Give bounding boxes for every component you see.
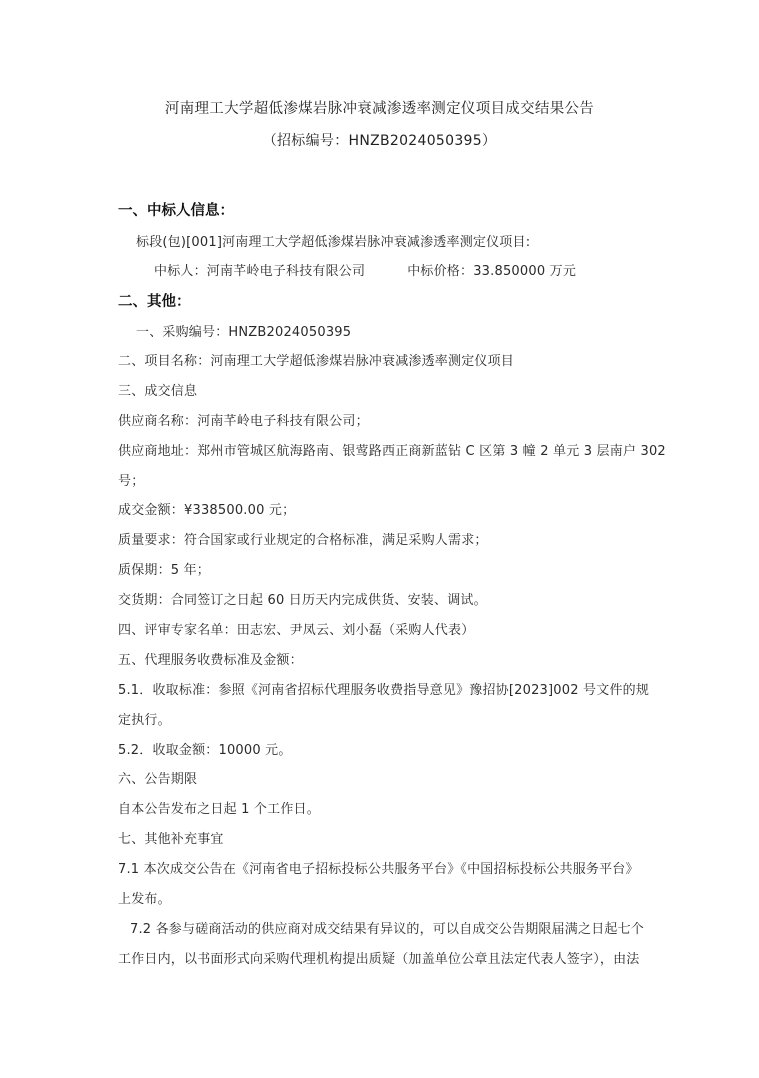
body-line: 交货期：合同签订之日起 60 日历天内完成供货、安装、调试。: [118, 593, 487, 608]
body-line: 定执行。: [118, 713, 171, 728]
body-line: 7.2 各参与磋商活动的供应商对成交结果有异议的，可以自成交公告期限届满之日起七个: [130, 922, 645, 937]
body-line: 5.1．收取标准：参照《河南省招标代理服务收费指导意见》豫招协[2023]002 号文件的规: [118, 683, 650, 698]
body-line: 一、采购编号：HNZB2024050395: [136, 325, 352, 340]
body-line: 二、项目名称：河南理工大学超低渗煤岩脉冲衰减渗透率测定仪项目: [118, 354, 515, 369]
body-line: 工作日内，以书面形式向采购代理机构提出质疑（加盖单位公章且法定代表人签字），由法: [118, 952, 640, 967]
body-line: 成交金额：¥338500.00 元；: [118, 503, 296, 518]
body-line: 号；: [118, 474, 145, 489]
body-line: 上发布。: [118, 892, 171, 907]
body-line: 5.2．收取金额：10000 元。: [118, 743, 292, 758]
body-line: 自本公告发布之日起 1 个工作日。: [118, 802, 320, 817]
body-line: 质保期：5 年；: [118, 563, 211, 578]
winner-name: 中标人：河南芊岭电子科技有限公司: [154, 264, 366, 279]
document-title: 河南理工大学超低渗煤岩脉冲衰减渗透率测定仪项目成交结果公告: [164, 101, 595, 117]
body-line: 供应商名称：河南芊岭电子科技有限公司；: [118, 414, 369, 429]
section-other-heading: 二、其他：: [118, 294, 191, 310]
body-line: 四、评审专家名单：田志宏、尹凤云、刘小磊（采购人代表）: [118, 623, 475, 638]
section-winner-heading: 一、中标人信息：: [118, 203, 234, 219]
body-line: 7.1 本次成交公告在《河南省电子招标投标公共服务平台》《中国招标投标公共服务平台》: [118, 862, 639, 877]
body-line: 五、代理服务收费标准及金额：: [118, 653, 303, 668]
winner-line: [154, 260, 576, 279]
body-line: 质量要求：符合国家或行业规定的合格标准，满足采购人需求；: [118, 533, 488, 548]
body-line: 七、其他补充事宜: [118, 832, 224, 847]
winner-price: 中标价格：33.850000 万元: [407, 264, 577, 279]
body-line: 供应商地址：郑州市管城区航海路南、银莺路西正商新蓝钻 C 区第 3 幢 2 单元 3 层南户 302: [118, 444, 666, 459]
body-line: 六、公告期限: [118, 772, 198, 787]
lot-info: 标段(包)[001]河南理工大学超低渗煤岩脉冲衰减渗透率测定仪项目:: [136, 235, 531, 250]
tender-number: （招标编号：HNZB2024050395）: [262, 133, 497, 149]
body-line: 三、成交信息: [118, 384, 198, 399]
